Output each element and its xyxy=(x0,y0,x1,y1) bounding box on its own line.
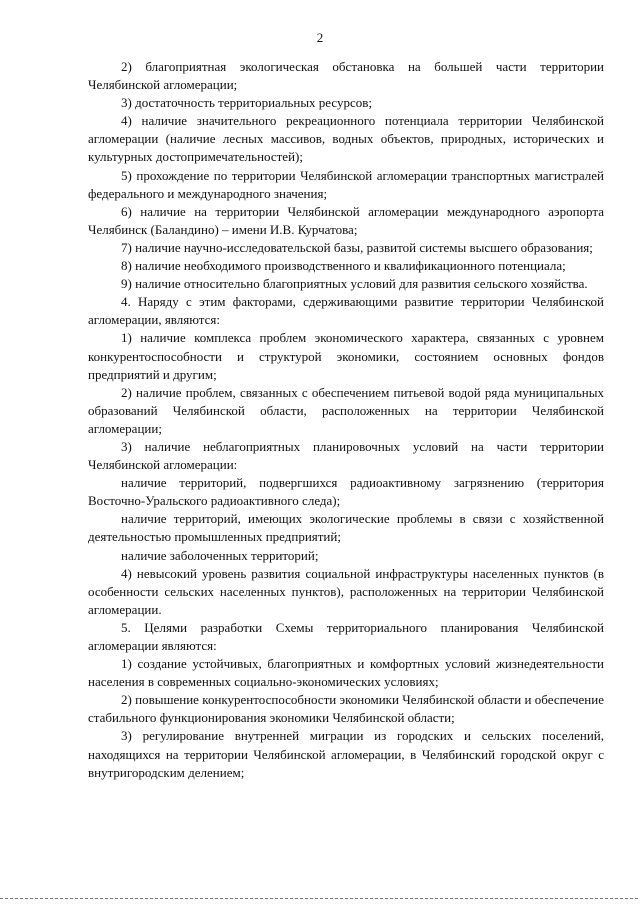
section-4-intro: 4. Наряду с этим факторами, сдерживающими развитие территории Челябинской агломерации, являются: xyxy=(88,294,604,328)
constraint-subitem-radiation: наличие территорий, подвергшихся радиоактивному загрязнению (территория Восточно-Уральского радиоактивного следа); xyxy=(88,475,604,509)
paragraph-item-5: 5) прохождение по территории Челябинской агломерации транспортных магистралей федерального и международного значения; xyxy=(88,167,604,201)
page-number: 2 xyxy=(316,30,324,45)
goal-item-3: 3) регулирование внутренней миграции из городских и сельских поселений, находящихся на территории Челябинской агломерации, в Челябинский городской округ с внутригородским делением; xyxy=(88,728,604,780)
bottom-scan-line xyxy=(0,898,640,899)
constraint-item-1: 1) наличие комплекса проблем экономического характера, связанных с уровнем конкурентоспособности и структурой экономики, состоянием основных фондов предприятий и другим; xyxy=(88,330,604,382)
paragraph-item-4: 4) наличие значительного рекреационного потенциала территории Челябинской агломерации (наличие лесных массивов, водных объектов, природных, исторических и культурных достопримечательностей); xyxy=(88,113,604,165)
constraint-subitem-wetlands: наличие заболоченных территорий; xyxy=(121,547,319,563)
document-body xyxy=(88,58,604,782)
constraint-item-4: 4) невысокий уровень развития социальной инфраструктуры населенных пунктов (в особенности сельских населенных пунктов), расположенных на территории Челябинской агломерации. xyxy=(88,565,604,617)
paragraph-item-9: 9) наличие относительно благоприятных условий для развития сельского хозяйства. xyxy=(121,276,588,292)
paragraph-item-2: 2) благоприятная экологическая обстановка на большей части территории Челябинской агломерации; xyxy=(88,59,604,93)
constraint-subitem-ecology: наличие территорий, имеющих экологические проблемы в связи с хозяйственной деятельностью промышленных предприятий; xyxy=(88,511,604,545)
goal-item-2: 2) повышение конкурентоспособности экономики Челябинской области и обеспечение стабильного функционирования экономики Челябинской области; xyxy=(88,692,604,726)
paragraph-item-6: 6) наличие на территории Челябинской агломерации международного аэропорта Челябинск (Баландино) – имени И.В. Курчатова; xyxy=(88,203,604,237)
paragraph-item-3: 3) достаточность территориальных ресурсов; xyxy=(121,95,373,111)
paragraph-item-8: 8) наличие необходимого производственного и квалификационного потенциала; xyxy=(121,258,566,274)
section-5-intro: 5. Целями разработки Схемы территориального планирования Челябинской агломерации являются: xyxy=(88,619,604,653)
goal-item-1: 1) создание устойчивых, благоприятных и комфортных условий жизнедеятельности населения в современных социально-экономических условиях; xyxy=(88,656,604,690)
paragraph-item-7: 7) наличие научно-исследовательской базы, развитой системы высшего образования; xyxy=(121,239,593,255)
constraint-item-2: 2) наличие проблем, связанных с обеспечением питьевой водой ряда муниципальных образований Челябинской области, расположенных на территории Челябинской агломерации; xyxy=(88,384,604,436)
constraint-item-3: 3) наличие неблагоприятных планировочных условий на части территории Челябинской агломерации: xyxy=(88,438,604,473)
